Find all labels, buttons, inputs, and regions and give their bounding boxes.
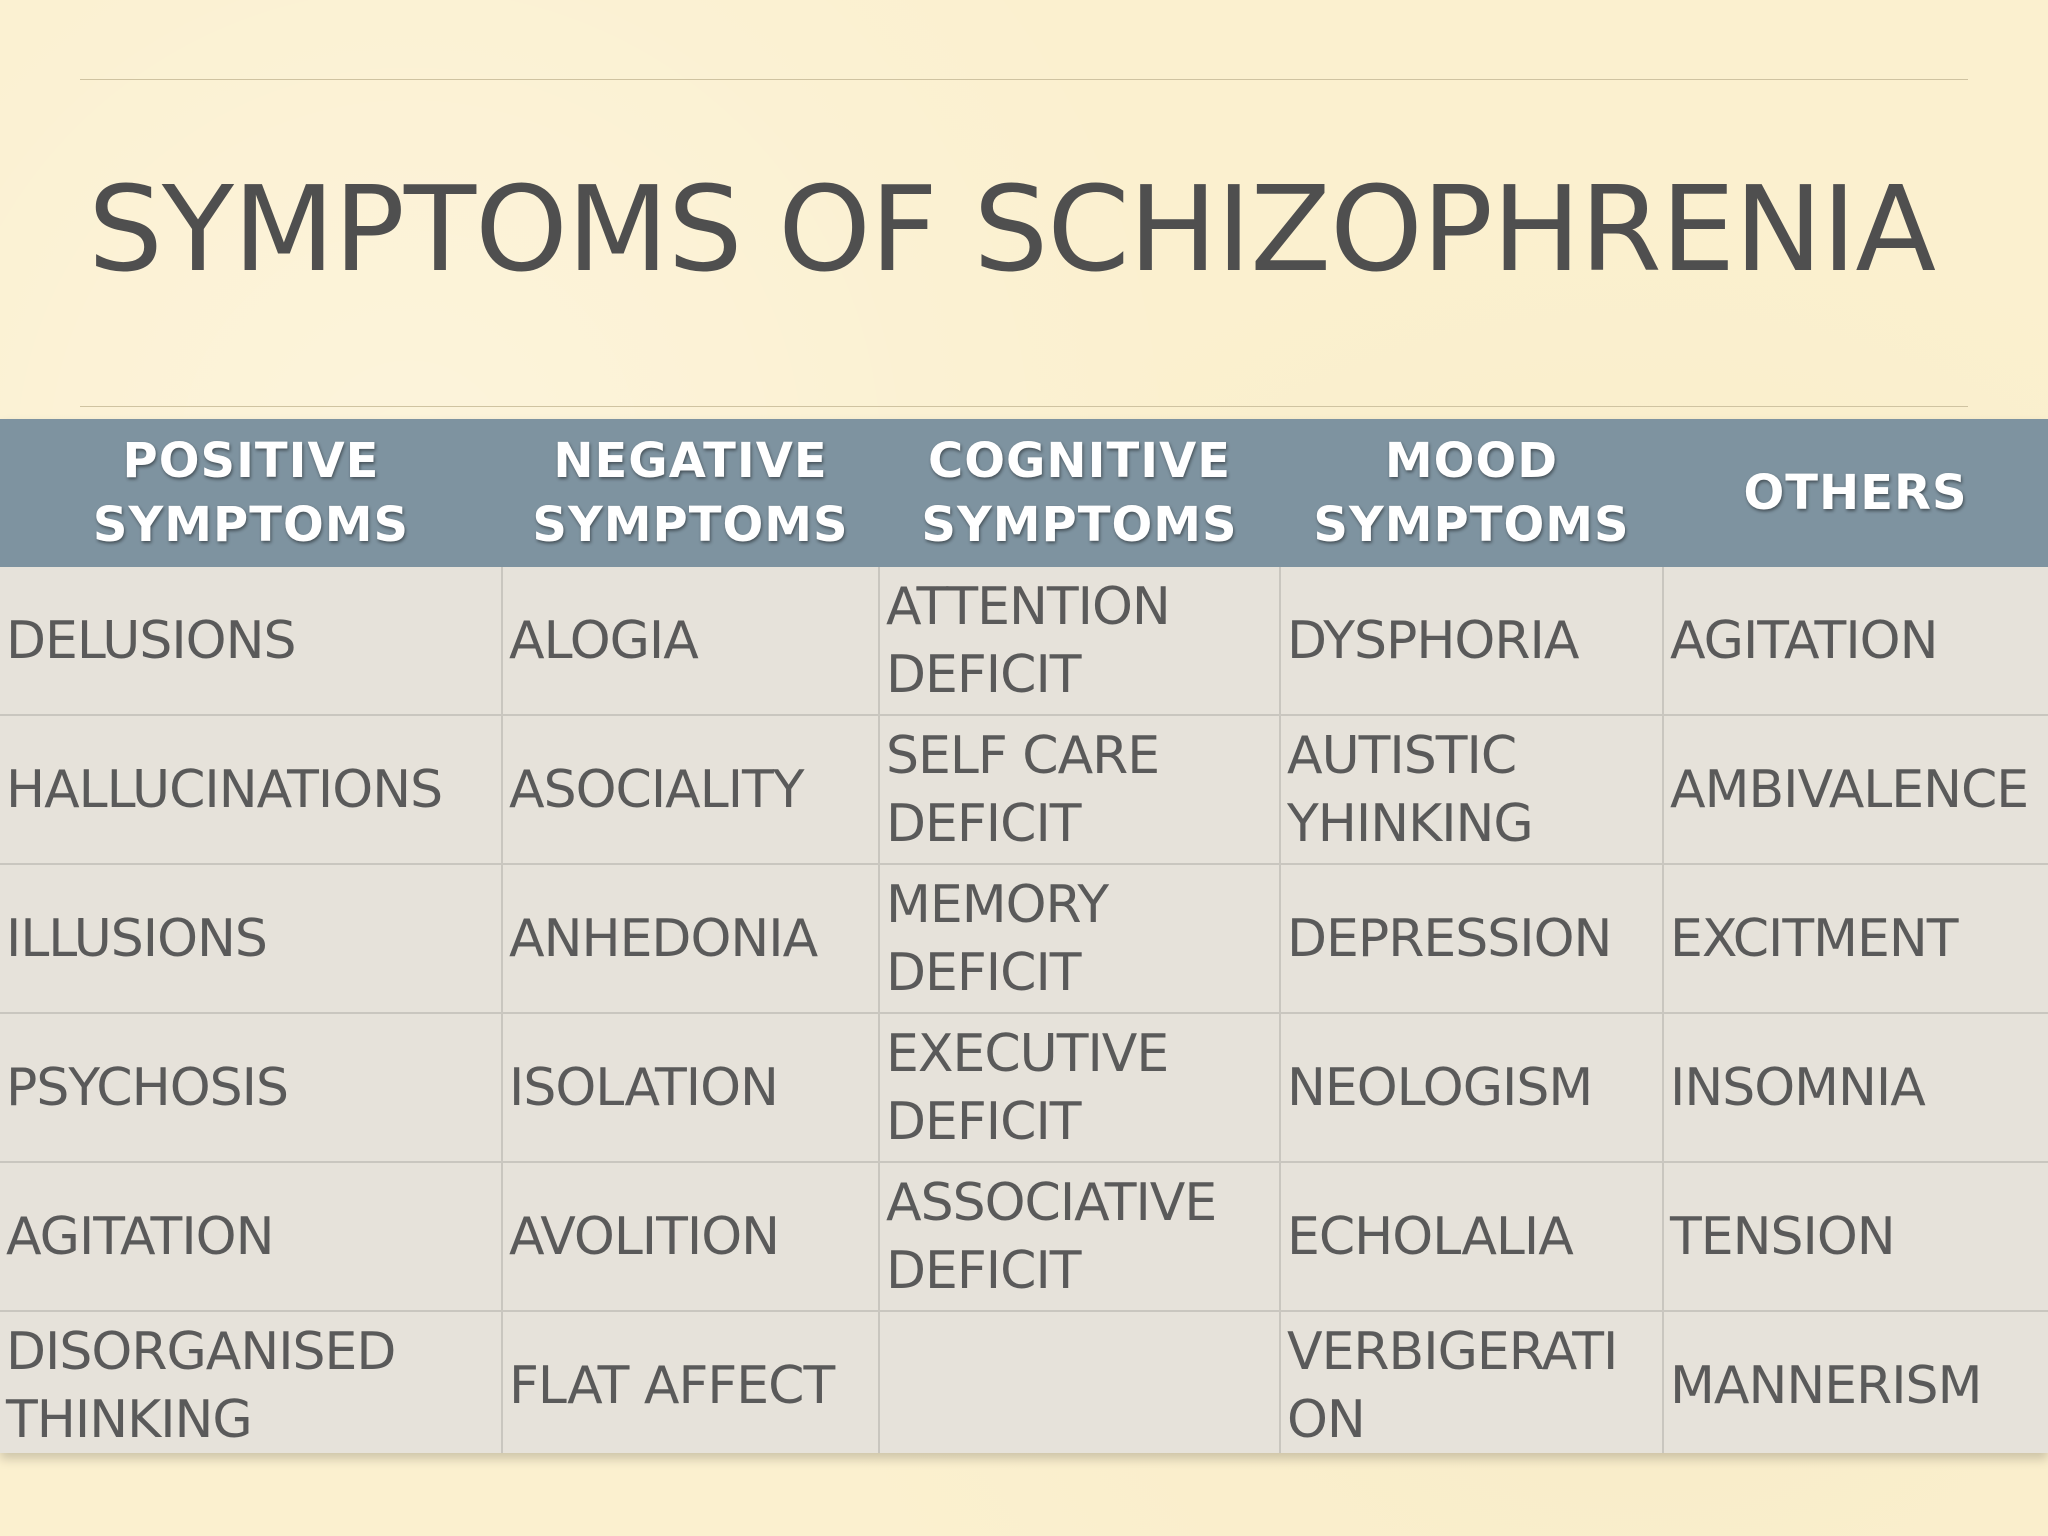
top-divider bbox=[80, 79, 1968, 80]
cell-cognitive: ATTENTION DEFICIT bbox=[879, 567, 1280, 715]
cell-others: AGITATION bbox=[1663, 567, 2048, 715]
header-negative-symptoms: NEGATIVE SYMPTOMS bbox=[502, 419, 879, 567]
header-others: OTHERS bbox=[1663, 419, 2048, 567]
table-row bbox=[0, 1311, 2048, 1453]
header-mood-symptoms: MOOD SYMPTOMS bbox=[1280, 419, 1663, 567]
cell-negative: ISOLATION bbox=[502, 1013, 879, 1162]
cell-negative: ALOGIA bbox=[502, 567, 879, 715]
cell-others: INSOMNIA bbox=[1663, 1013, 2048, 1162]
cell-others: MANNERISM bbox=[1663, 1311, 2048, 1453]
table-row bbox=[0, 1013, 2048, 1162]
title-divider bbox=[80, 406, 1968, 407]
cell-positive: DELUSIONS bbox=[0, 567, 502, 715]
table-row bbox=[0, 1162, 2048, 1311]
header-positive-symptoms: POSITIVE SYMPTOMS bbox=[0, 419, 502, 567]
cell-positive: DISORGANISED THINKING bbox=[0, 1311, 502, 1453]
cell-mood: DEPRESSION bbox=[1280, 864, 1663, 1013]
cell-positive: AGITATION bbox=[0, 1162, 502, 1311]
cell-mood: ECHOLALIA bbox=[1280, 1162, 1663, 1311]
table-row bbox=[0, 864, 2048, 1013]
cell-mood: DYSPHORIA bbox=[1280, 567, 1663, 715]
cell-cognitive bbox=[879, 1311, 1280, 1453]
cell-negative: ASOCIALITY bbox=[502, 715, 879, 864]
table-header-row bbox=[0, 419, 2048, 567]
cell-negative: AVOLITION bbox=[502, 1162, 879, 1311]
cell-positive: PSYCHOSIS bbox=[0, 1013, 502, 1162]
cell-cognitive: EXECUTIVE DEFICIT bbox=[879, 1013, 1280, 1162]
slide-title: SYMPTOMS OF SCHIZOPHRENIA bbox=[88, 160, 1936, 298]
cell-mood: VERBIGERATI ON bbox=[1280, 1311, 1663, 1453]
cell-negative: FLAT AFFECT bbox=[502, 1311, 879, 1453]
cell-mood: AUTISTIC YHINKING bbox=[1280, 715, 1663, 864]
header-cognitive-symptoms: COGNITIVE SYMPTOMS bbox=[879, 419, 1280, 567]
cell-others: EXCITMENT bbox=[1663, 864, 2048, 1013]
cell-cognitive: ASSOCIATIVE DEFICIT bbox=[879, 1162, 1280, 1311]
cell-negative: ANHEDONIA bbox=[502, 864, 879, 1013]
cell-cognitive: SELF CARE DEFICIT bbox=[879, 715, 1280, 864]
table-row bbox=[0, 567, 2048, 715]
cell-positive: ILLUSIONS bbox=[0, 864, 502, 1013]
cell-others: AMBIVALENCE bbox=[1663, 715, 2048, 864]
cell-positive: HALLUCINATIONS bbox=[0, 715, 502, 864]
cell-cognitive: MEMORY DEFICIT bbox=[879, 864, 1280, 1013]
symptoms-table bbox=[0, 419, 2048, 1453]
cell-mood: NEOLOGISM bbox=[1280, 1013, 1663, 1162]
symptoms-table-container bbox=[0, 419, 2048, 1453]
table-row bbox=[0, 715, 2048, 864]
cell-others: TENSION bbox=[1663, 1162, 2048, 1311]
